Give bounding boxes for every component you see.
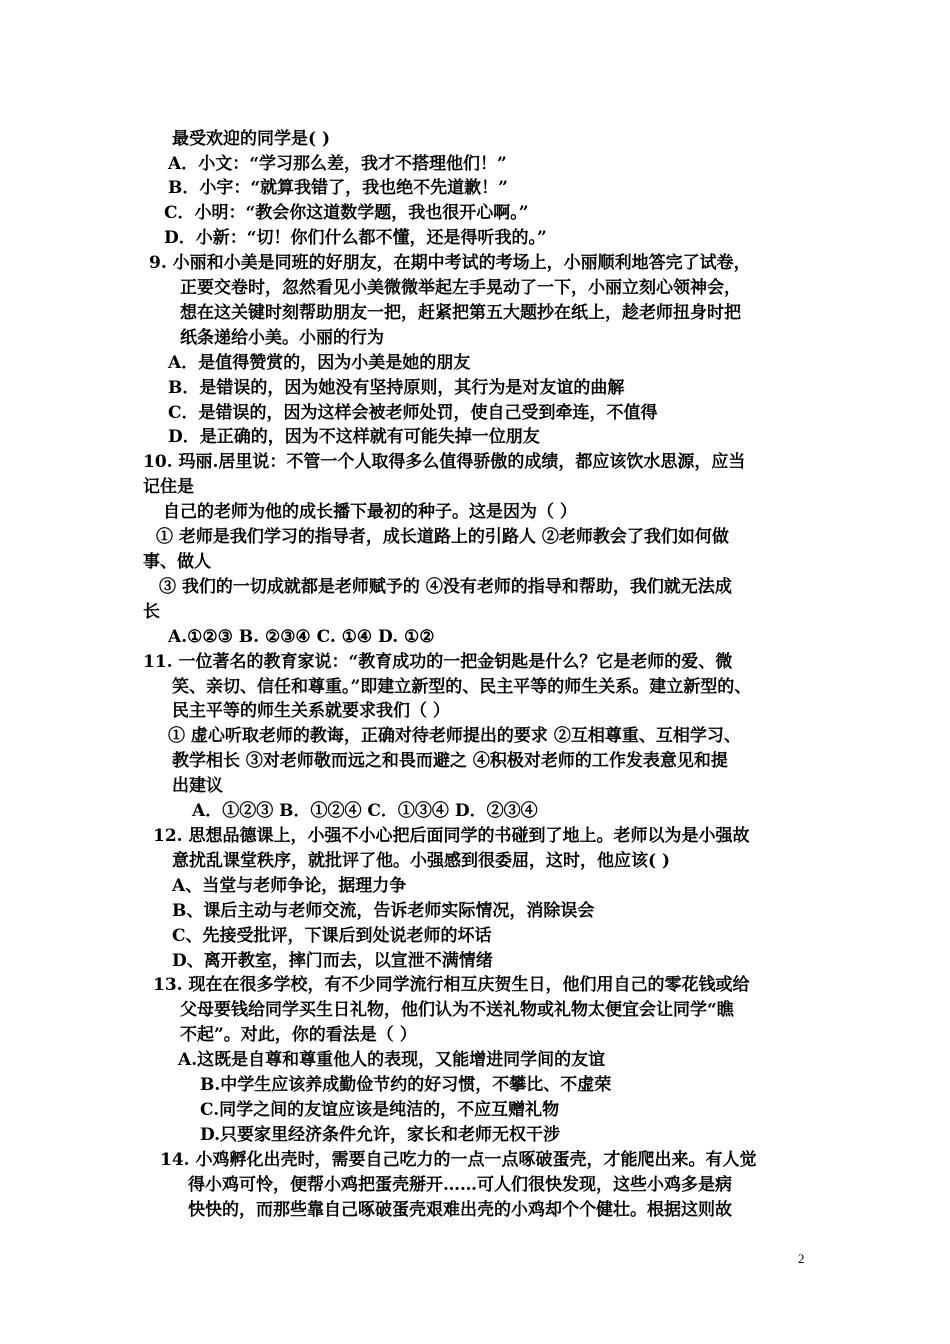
page-number: 2 (798, 1251, 805, 1266)
text-line: C．是错误的，因为这样会被老师处罚，使自己受到牵连，不值得 (168, 403, 658, 423)
text-line: B.中学生应该养成勤俭节约的好习惯，不攀比、不虚荣 (200, 1075, 612, 1095)
text-line: 12. 思想品德课上，小强不小心把后面同学的书碰到了地上。老师以为是小强故 (153, 826, 750, 846)
text-line: D、离开教室，摔门而去，以宣泄不满情绪 (172, 951, 493, 971)
text-line: A、当堂与老师争论，据理力争 (172, 876, 407, 896)
text-line: 事、做人 (143, 552, 211, 572)
text-line: D．小新：“切！你们什么都不懂，还是得听我的。” (164, 228, 547, 248)
text-line: A.①②③ B. ②③④ C. ①④ D. ①② (168, 627, 435, 647)
text-line: 记住是 (143, 477, 194, 497)
text-line: 意扰乱课堂秩序，就批评了他。小强感到很委屈，这时，他应该( ) (172, 851, 671, 871)
text-line: A.这既是自尊和尊重他人的表现，又能增进同学间的友谊 (178, 1050, 606, 1070)
text-line: 想在这关键时刻帮助朋友一把，赶紧把第五大题抄在纸上，趁老师扭身时把 (180, 303, 741, 323)
text-line: D.只要家里经济条件允许，家长和老师无权干涉 (200, 1125, 561, 1145)
text-line: 纸条递给小美。小丽的行为 (180, 328, 384, 348)
text-line: 11. 一位著名的教育家说：“教育成功的一把金钥匙是什么？它是老师的爱、微 (143, 652, 733, 672)
text-line: 得小鸡可怜，便帮小鸡把蛋壳掰开……可人们很快发现，这些小鸡多是病 (188, 1175, 732, 1195)
text-line: 正要交卷时，忽然看见小美微微举起左手晃动了一下，小丽立刻心领神会， (180, 278, 741, 298)
text-line: 快快的，而那些靠自己啄破蛋壳艰难出壳的小鸡却个个健壮。根据这则故 (188, 1200, 732, 1220)
text-line: B．是错误的，因为她没有坚持原则，其行为是对友谊的曲解 (168, 378, 625, 398)
text-line: 10. 玛丽.居里说：不管一个人取得多么值得骄傲的成绩，都应该饮水思源，应当 (143, 452, 746, 472)
text-line: C.同学之间的友谊应该是纯洁的，不应互赠礼物 (200, 1100, 560, 1120)
text-line: C、先接受批评，下课后到处说老师的坏话 (172, 926, 492, 946)
text-line: 父母要钱给同学买生日礼物，他们认为不送礼物或礼物太便宜会让同学“瞧 (180, 1000, 734, 1020)
text-line: 笑、亲切、信任和尊重。”即建立新型的、民主平等的师生关系。建立新型的、 (172, 677, 752, 697)
text-line: 出建议 (172, 776, 223, 796)
text-line: 不起”。对此，你的看法是（ ） (180, 1025, 417, 1045)
text-line: B．小宇：“就算我错了，我也绝不先道歉！” (168, 178, 508, 198)
text-line: 14. 小鸡孵化出壳时，需要自己吃力的一点一点啄破蛋壳，才能爬出来。有人觉 (160, 1150, 757, 1170)
text-line: ① 虚心听取老师的教诲，正确对待老师提出的要求 ②互相尊重、互相学习、 (168, 726, 741, 746)
text-line: D．是正确的，因为不这样就有可能失掉一位朋友 (168, 427, 540, 447)
text-line: ③ 我们的一切成就都是老师赋予的 ④没有老师的指导和帮助，我们就无法成 (159, 577, 732, 597)
text-line: A．是值得赞赏的，因为小美是她的朋友 (168, 353, 471, 373)
text-line: 自己的老师为他的成长播下最初的种子。这是因为（ ） (163, 502, 577, 522)
text-line: ① 老师是我们学习的指导者，成长道路上的引路人 ②老师教会了我们如何做 (156, 527, 729, 547)
text-line: A．小文：“学习那么差，我才不搭理他们！” (168, 154, 507, 174)
text-line: 最受欢迎的同学是( ) (172, 129, 331, 149)
text-line: C．小明：“教会你这道数学题，我也很开心啊。” (164, 203, 529, 223)
text-line: A．①②③ B．①②④ C．①③④ D．②③④ (192, 801, 538, 821)
text-line: 民主平等的师生关系就要求我们（ ） (172, 701, 450, 721)
text-line: 9. 小丽和小美是同班的好朋友，在期中考试的考场上，小丽顺利地答完了试卷， (149, 253, 751, 273)
text-line: 教学相长 ③对老师敬而远之和畏而避之 ④积极对老师的工作发表意见和提 (172, 751, 728, 771)
text-line: 13. 现在在很多学校，有不少同学流行相互庆贺生日，他们用自己的零花钱或给 (153, 975, 750, 995)
text-line: B、课后主动与老师交流，告诉老师实际情况，消除误会 (172, 901, 595, 921)
text-line: 长 (143, 602, 160, 622)
